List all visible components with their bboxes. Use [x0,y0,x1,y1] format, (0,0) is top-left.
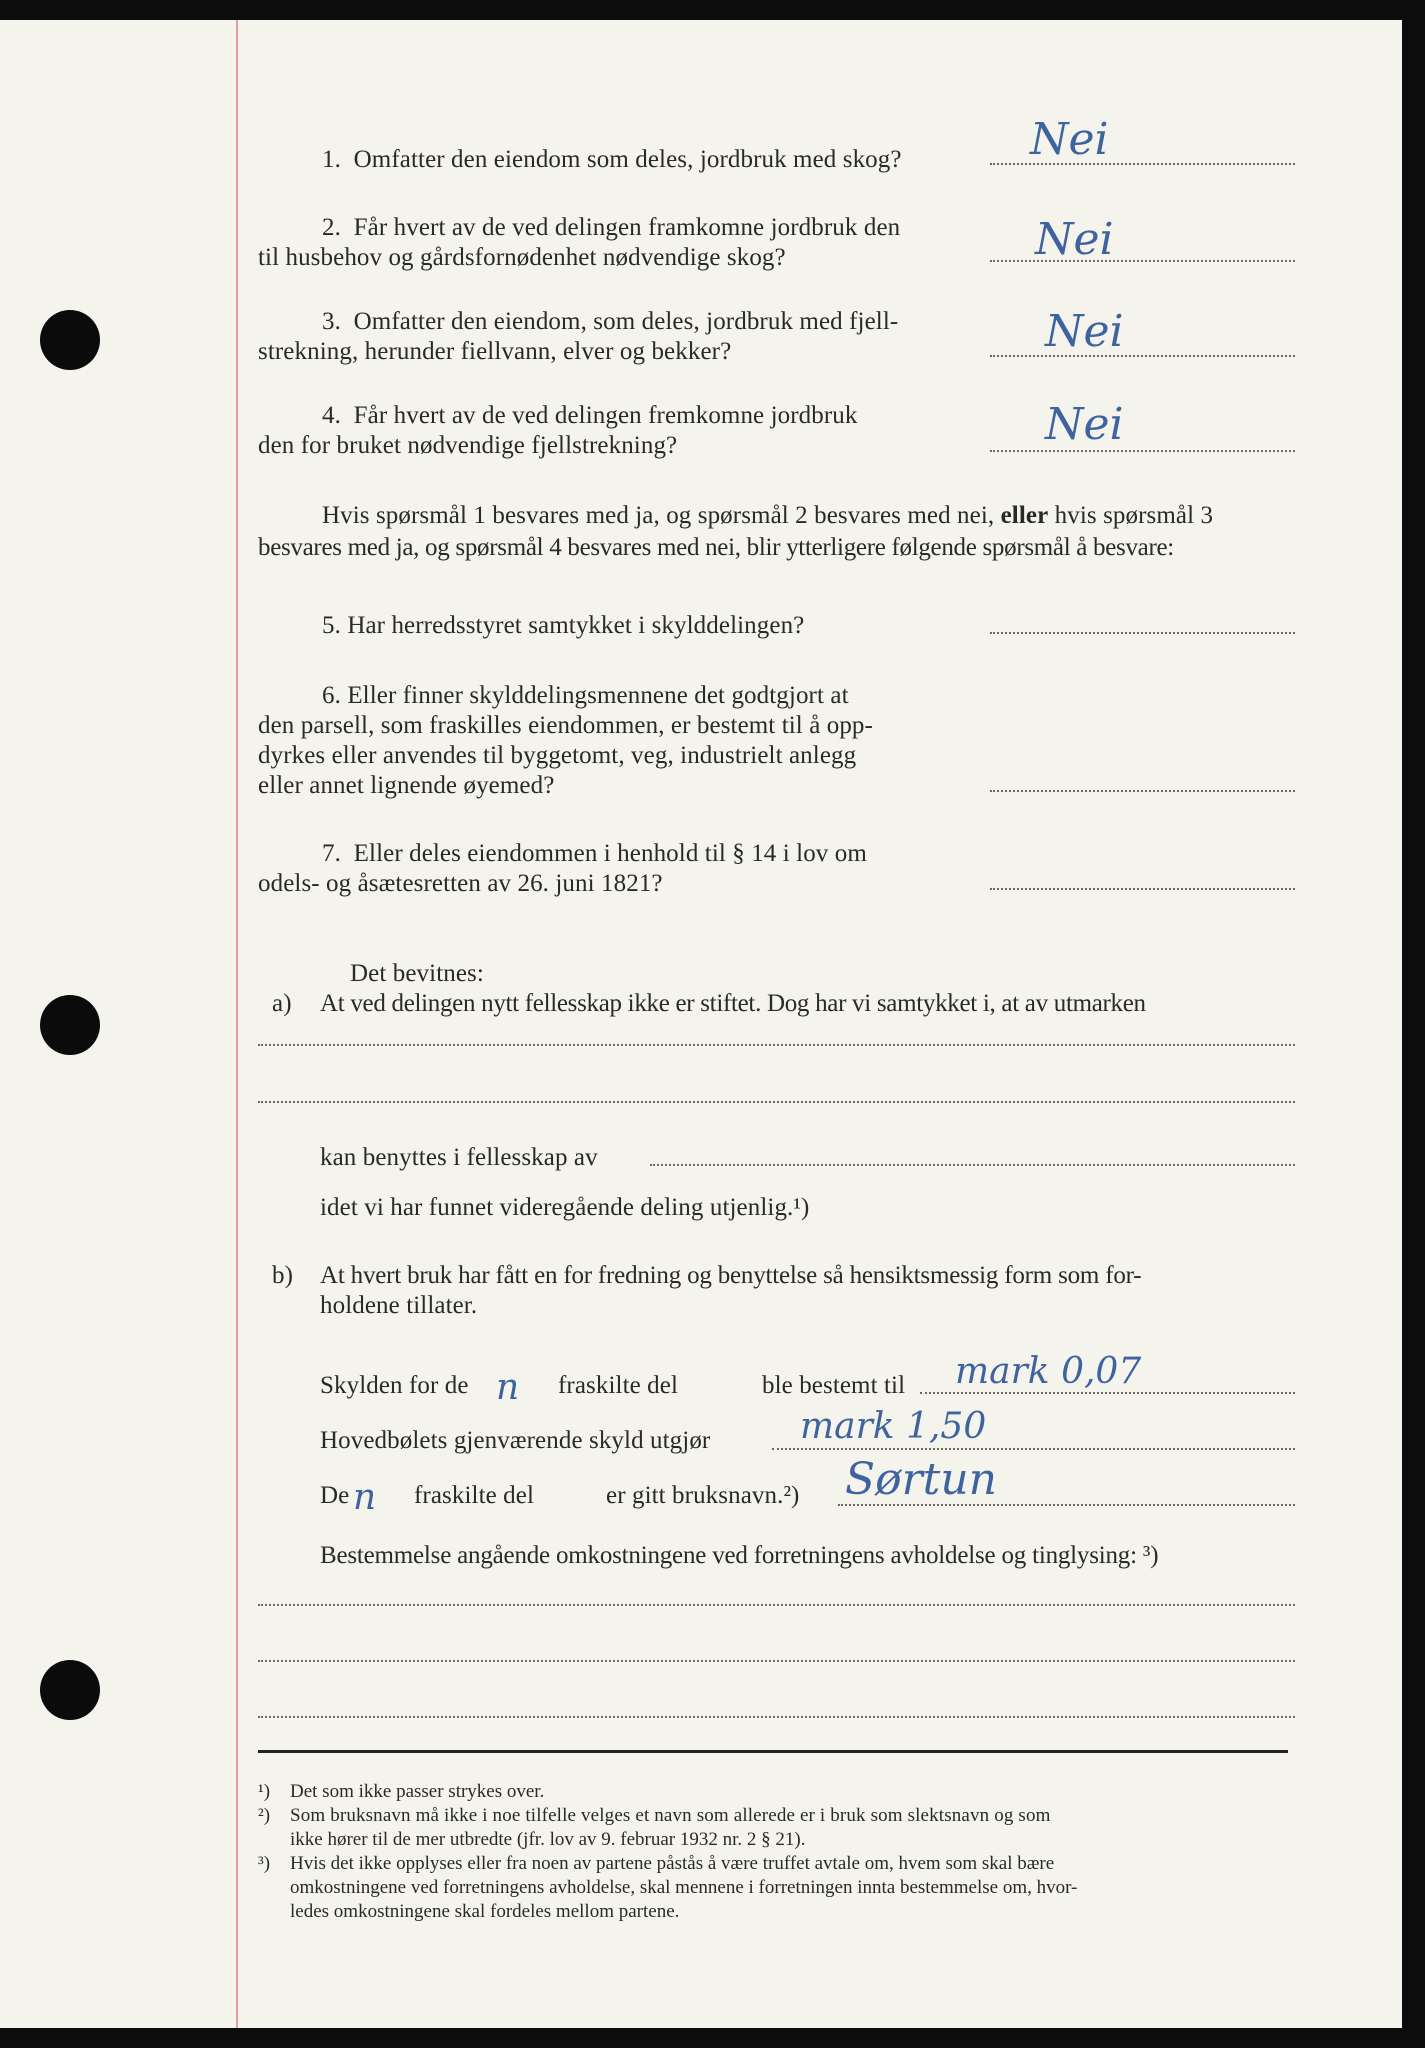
punch-hole [40,310,100,370]
bruksnavn-label-end: er gitt bruksnavn.²) [606,1482,800,1509]
answer-3: Nei [1045,306,1124,357]
hovedbol-value: mark 1,50 [800,1406,987,1447]
question-5: 5. Har herredsstyret samtykket i skylddelingen? [322,612,805,639]
footnote-2-mark: ²) [258,1805,271,1826]
footnote-3-mark: ³) [258,1853,271,1874]
hovedbol-label: Hovedbølets gjenværende skyld utgjør [320,1427,711,1454]
bruksnavn-label-prefix: De [320,1482,350,1509]
footnote-3-text-1: Hvis det ikke opplyses eller fra noen av partene påstås å være truffet avtale om, hvem som skal bære [290,1853,1055,1874]
shared-value-line[interactable] [650,1164,1295,1166]
answer-line-6[interactable] [990,790,1295,792]
footnote-3-text-3: ledes omkostningene skal fordeles mellom partene. [290,1901,680,1922]
attest-b-text-2: holdene tillater. [320,1292,478,1319]
question-3-line-1: 3. Omfatter den eiendom, som deles, jordbruk med fjell- [322,308,899,335]
attest-a-line-1[interactable] [258,1044,1295,1046]
question-7-line-2: odels- og åsætesretten av 26. juni 1821? [258,870,663,897]
answer-line-7[interactable] [990,888,1295,890]
attest-heading: Det bevitnes: [350,960,484,987]
bruksnavn-value: Sørtun [845,1454,998,1505]
attest-b-label: b) [272,1262,294,1289]
question-2-line-2: til husbehov og gårdsfornødenhet nødvendige skog? [258,244,786,271]
bruksnavn-label-mid: fraskilte del [414,1482,535,1509]
question-6-line-2: den parsell, som fraskilles eiendommen, er bestemt til å opp- [258,712,873,739]
shared-reason: idet vi har funnet videregående deling utjenlig.¹) [320,1194,810,1221]
punch-hole [40,1660,100,1720]
conditional-line-2: besvares med ja, og spørsmål 4 besvares med nei, blir ytterligere følgende spørsmål å besvare: [258,534,1174,561]
attest-a-line-2[interactable] [258,1101,1295,1103]
answer-line-4[interactable] [990,450,1295,452]
answer-1: Nei [1030,114,1109,165]
skyld-value: mark 0,07 [955,1351,1142,1392]
punch-hole [40,995,100,1055]
bruksnavn-handwritten-n: n [353,1477,377,1518]
question-6-line-1: 6. Eller finner skylddelingsmennene det godtgjort at [322,682,849,709]
attest-b-text-1: At hvert bruk har fått en for fredning og benyttelse så hensiktsmessig form som for- [320,1262,1142,1289]
document-page [0,20,1402,2028]
question-6-line-3: dyrkes eller anvendes til byggetomt, veg, industrielt anlegg [258,742,857,769]
answer-4: Nei [1045,399,1124,450]
omkostning-label: Bestemmelse angående omkostningene ved forretningens avholdelse og tinglysing: ³) [320,1542,1159,1569]
footnote-2-text-2: ikke hører til de mer utbredte (jfr. lov av 9. februar 1932 nr. 2 § 21). [290,1829,806,1850]
omkostning-line-3[interactable] [258,1716,1295,1718]
question-2-line-1: 2. Får hvert av de ved delingen framkomne jordbruk den [322,214,901,241]
shared-label: kan benyttes i fellesskap av [320,1144,598,1171]
attest-a-label: a) [272,990,292,1017]
question-7-line-1: 7. Eller deles eiendommen i henhold til § 14 i lov om [322,840,867,867]
skyld-label-mid: fraskilte del [558,1372,679,1399]
skyld-label-prefix: Skylden for de [320,1372,469,1399]
question-3-line-2: strekning, herunder fiellvann, elver og bekker? [258,338,732,365]
footnote-3-text-2: omkostningene ved forretningens avholdelse, skal mennene i forretningen innta bestemmelse om, hvor- [290,1877,1078,1898]
footnote-1-text: Det som ikke passer strykes over. [290,1781,545,1802]
omkostning-line-1[interactable] [258,1604,1295,1606]
footnote-divider [258,1750,1288,1753]
margin-line [236,20,238,2028]
answer-2: Nei [1035,214,1114,265]
answer-line-5[interactable] [990,632,1295,634]
footnote-1-mark: ¹) [258,1781,271,1802]
omkostning-line-2[interactable] [258,1660,1295,1662]
question-4-line-1: 4. Får hvert av de ved delingen fremkomne jordbruk [322,402,858,429]
answer-line-3[interactable] [990,355,1295,357]
question-6-line-4: eller annet lignende øyemed? [258,772,555,799]
skyld-label-end: ble bestemt til [762,1372,906,1399]
question-1: 1. Omfatter den eiendom som deles, jordbruk med skog? [322,146,902,173]
skyld-handwritten-n: n [496,1367,520,1408]
attest-a-text: At ved delingen nytt fellesskap ikke er stiftet. Dog har vi samtykket i, at av utmarken [320,990,1146,1017]
question-4-line-2: den for bruket nødvendige fjellstrekning? [258,432,678,459]
footnote-2-text-1: Som bruksnavn må ikke i noe tilfelle velges et navn som allerede er i bruk som slektsnavn og som [290,1805,1051,1826]
conditional-line-1: Hvis spørsmål 1 besvares med ja, og spørsmål 2 besvares med nei, eller hvis spørsmål 3 [322,502,1214,529]
